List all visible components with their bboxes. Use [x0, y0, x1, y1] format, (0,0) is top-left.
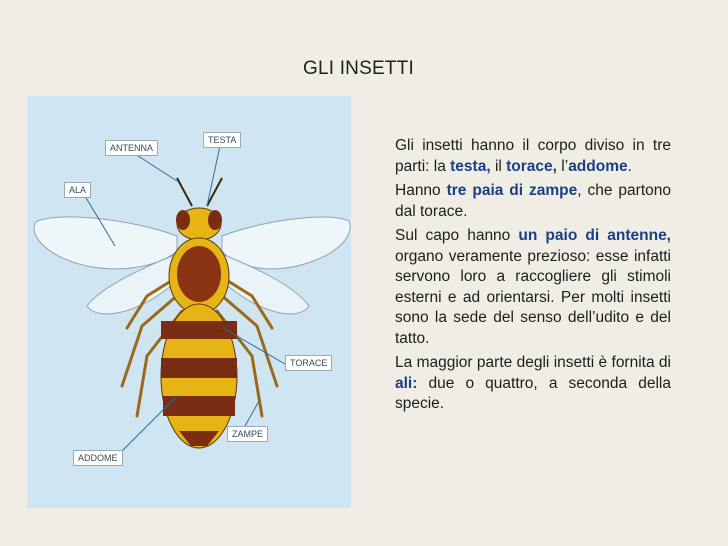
highlight-wings: ali: [395, 374, 418, 392]
text: . [627, 157, 632, 175]
highlight-legs: tre paia di zampe [446, 182, 578, 199]
bee-abdomen [161, 304, 237, 448]
text: La maggior parte degli insetti è fornita di [395, 354, 671, 371]
paragraph-antennae [395, 226, 671, 349]
label-antenna: ANTENNA [105, 140, 158, 156]
text: Hanno [395, 182, 447, 199]
text: organo veramente prezioso: esse infatti servono loro a raccogliere gli stimoli esterni e ad orientarsi. Per molti insetti sono la sede del senso dell’udito e del tatto. [395, 247, 671, 347]
text: Gli insetti hanno il corpo diviso in tre parti: la [395, 137, 671, 175]
right-antenna [207, 178, 222, 206]
right-upper-wing [222, 217, 350, 269]
left-antenna [177, 178, 192, 206]
paragraph-legs [395, 181, 671, 222]
bee-drawing [27, 96, 351, 508]
label-testa: TESTA [203, 132, 241, 148]
highlight-torace: torace, [506, 157, 557, 175]
slide-title: GLI INSETTI [303, 58, 414, 79]
paragraph-wings [395, 353, 671, 415]
slide-body [395, 136, 671, 419]
label-ala: ALA [64, 182, 91, 198]
text: , che partono dal torace. [395, 182, 672, 220]
highlight-addome: addome [568, 157, 628, 175]
insect-illustration [27, 96, 351, 508]
text: Sul capo hanno [395, 227, 519, 244]
label-addome: ADDOME [73, 450, 123, 466]
highlight-antennae: un paio di antenne, [518, 227, 671, 244]
label-zampe: ZAMPE [227, 426, 268, 442]
paragraph-parts [395, 136, 671, 177]
label-torace: TORACE [285, 355, 332, 371]
left-upper-wing [34, 217, 177, 269]
text: il [490, 157, 507, 175]
text: l’ [556, 157, 569, 175]
highlight-testa: testa, [450, 157, 491, 175]
text: due o quattro, a seconda della specie. [395, 374, 671, 412]
